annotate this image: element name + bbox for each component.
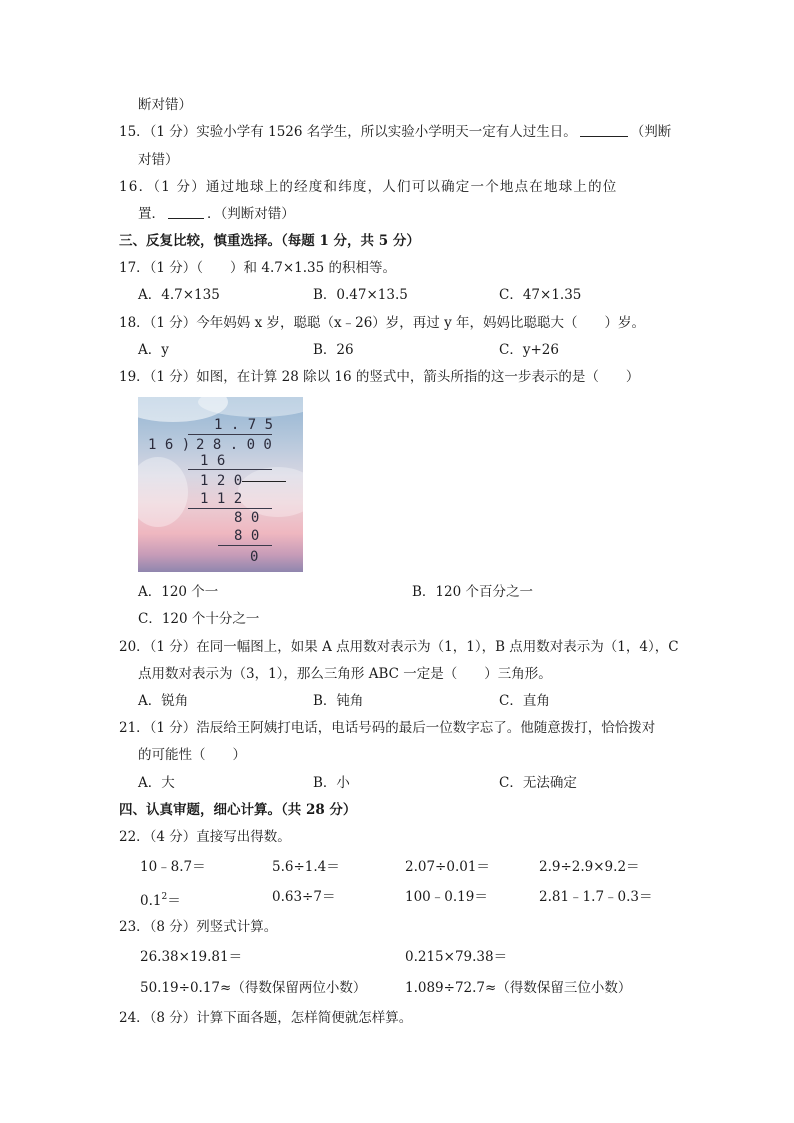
q16-text: 置． <box>138 206 165 222</box>
q15-tail: 对错） <box>138 152 179 168</box>
q23-item: 0.215×79.38＝ <box>405 949 508 965</box>
q22-item: 2.07÷0.01＝ <box>405 859 490 875</box>
answer-blank[interactable] <box>580 123 628 137</box>
q19-option-b[interactable]: B．120 个百分之一 <box>412 584 533 600</box>
question-23: 23．（8 分）列竖式计算。 <box>119 919 278 935</box>
q15-text: 15．（1 分）实验小学有 1526 名学生，所以实验小学明天一定有人过生日。 <box>119 124 577 140</box>
question-19: 19．（1 分）如图，在计算 28 除以 16 的竖式中，箭头所指的这一步表示的是（ ） <box>119 369 640 385</box>
rule-3 <box>218 545 272 546</box>
answer-blank[interactable] <box>168 205 204 219</box>
q22-item: 10﹣8.7＝ <box>140 859 206 875</box>
q18-option-c[interactable]: C．y+26 <box>499 342 559 358</box>
step-80-a: 8 0 <box>234 510 260 526</box>
step-112: 1 1 2 <box>200 491 243 507</box>
q22-item: 100﹣0.19＝ <box>405 889 488 905</box>
q19-option-a[interactable]: A．120 个一 <box>138 584 219 600</box>
q23-item: 50.19÷0.17≈（得数保留两位小数） <box>140 980 367 996</box>
question-20: 20．（1 分）在同一幅图上，如果 A 点用数对表示为（1，1），B 点用数对表示为（1，4），C <box>119 639 679 655</box>
arrow-line <box>242 481 286 482</box>
rule-1 <box>188 469 272 470</box>
step-0: 0 <box>250 549 259 565</box>
q21-cont: 的可能性（ ） <box>138 747 246 763</box>
q20-cont: 点用数对表示为（3，1），那么三角形 ABC 一定是（ ）三角形。 <box>138 666 552 682</box>
q22-exponent: 2 <box>161 892 168 902</box>
q18-option-a[interactable]: A．y <box>138 342 169 358</box>
q14-tail: 断对错） <box>138 97 192 113</box>
q20-option-c[interactable]: C．直角 <box>499 693 550 709</box>
q17-option-b[interactable]: B．0.47×13.5 <box>313 287 408 303</box>
question-17: 17．（1 分）（ ）和 4.7×1.35 的积相等。 <box>119 260 396 276</box>
q22-item <box>140 887 181 911</box>
long-division-figure <box>138 397 303 572</box>
step-80-b: 8 0 <box>234 528 260 544</box>
q16-judge: ．（判断对错） <box>207 206 295 222</box>
section-3-heading: 三、反复比较，慎重选择。（每题 1 分，共 5 分） <box>119 233 420 249</box>
rule-2 <box>188 508 272 509</box>
q19-option-c[interactable]: C．120 个十分之一 <box>138 611 260 627</box>
q21-option-a[interactable]: A．大 <box>138 775 175 791</box>
q23-item: 26.38×19.81＝ <box>140 949 243 965</box>
question-15 <box>119 122 671 142</box>
q17-option-a[interactable]: A．4.7×135 <box>138 287 220 303</box>
q22-base: 0.1 <box>140 893 162 909</box>
q16-tail <box>138 204 295 224</box>
dividend: 2 8 . 0 0 <box>196 437 272 453</box>
divisor: 1 6 ) <box>148 437 191 453</box>
division-bar <box>188 434 272 435</box>
q20-option-a[interactable]: A．锐角 <box>138 693 189 709</box>
q22-item: 0.63÷7＝ <box>272 889 336 905</box>
step-16: 1 6 <box>200 453 226 469</box>
question-16: 16．（1 分）通过地球上的经度和纬度，人们可以确定一个地点在地球上的位 <box>119 179 618 195</box>
q17-option-c[interactable]: C．47×1.35 <box>499 287 582 303</box>
question-24: 24．（8 分）计算下面各题，怎样简便就怎样算。 <box>119 1010 413 1026</box>
question-22: 22．（4 分）直接写出得数。 <box>119 829 291 845</box>
q22-eq: ＝ <box>167 893 181 909</box>
q22-item: 2.81﹣1.7﹣0.3＝ <box>539 889 653 905</box>
section-4-heading: 四、认真审题，细心计算。（共 28 分） <box>119 802 357 818</box>
question-18: 18．（1 分）今年妈妈 x 岁，聪聪（x﹣26）岁，再过 y 年，妈妈比聪聪大（ ）岁。 <box>119 315 646 331</box>
q21-option-c[interactable]: C．无法确定 <box>499 775 577 791</box>
q21-option-b[interactable]: B．小 <box>313 775 350 791</box>
q22-item: 5.6÷1.4＝ <box>272 859 340 875</box>
question-21: 21．（1 分）浩辰给王阿姨打电话，电话号码的最后一位数字忘了。他随意拨打，恰恰拨对 <box>119 720 656 736</box>
quotient: 1 . 7 5 <box>214 417 274 433</box>
step-120: 1 2 0 <box>200 473 243 489</box>
q23-item: 1.089÷72.7≈（得数保留三位小数） <box>405 980 632 996</box>
q15-judge: （判断 <box>630 124 672 140</box>
q20-option-b[interactable]: B．钝角 <box>313 693 364 709</box>
q18-option-b[interactable]: B．26 <box>313 342 354 358</box>
q22-item: 2.9÷2.9×9.2＝ <box>539 859 640 875</box>
